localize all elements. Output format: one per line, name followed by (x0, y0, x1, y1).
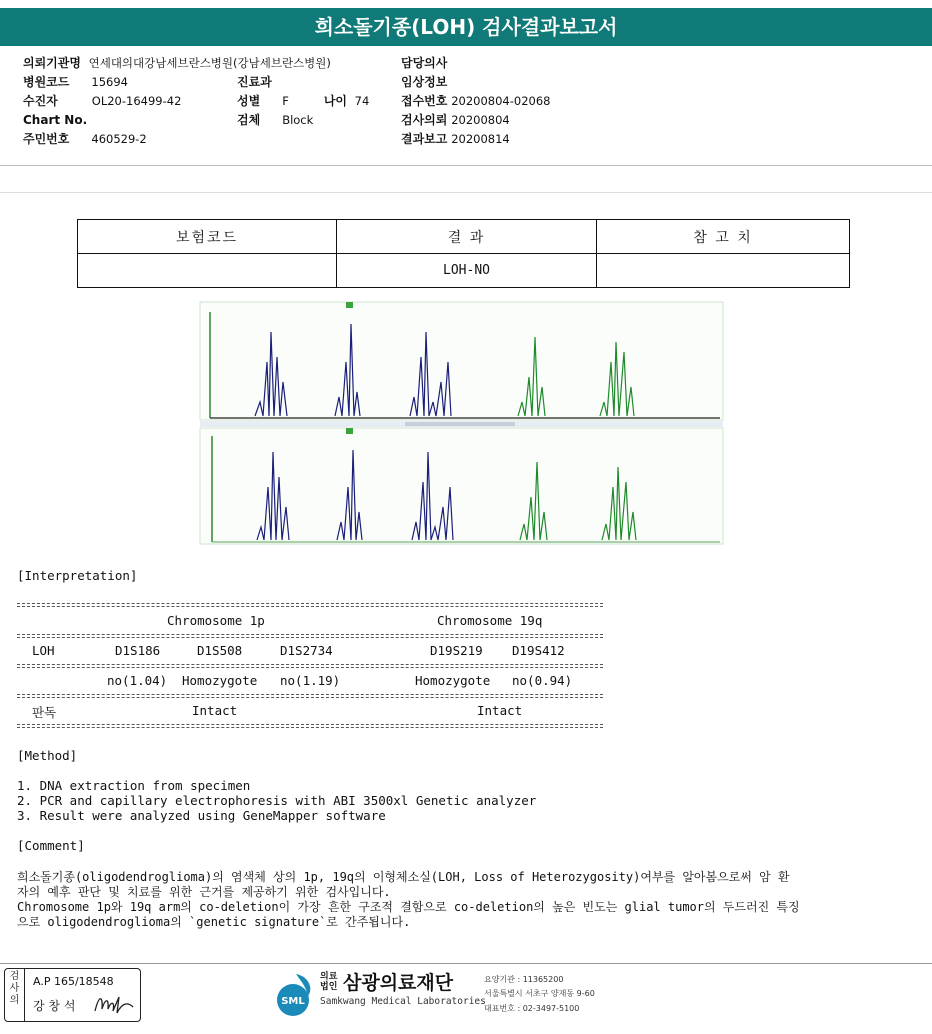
address: 서울특별시 서초구 양재동 9-60 (484, 989, 595, 998)
dashed-rule (17, 637, 603, 638)
dashed-rule (17, 606, 603, 607)
specimen-label: 검체 (237, 113, 261, 127)
divider (0, 192, 932, 193)
method-item: 3. Result were analyzed using GeneMapper software (17, 808, 386, 823)
electropherogram-image (200, 302, 725, 546)
requester-value: 연세대의대강남세브란스병원(강남세브란스병원) (88, 56, 331, 70)
report-value: 20200814 (451, 132, 510, 146)
marker-d19s219: D19S219 (430, 643, 483, 658)
info-column-right (401, 54, 550, 149)
examiner-name: 강 창 석 (33, 999, 76, 1013)
dashed-rule (17, 667, 603, 668)
value-d1s508: Homozygote (182, 673, 258, 688)
cell-result: LOH-NO (337, 254, 597, 288)
judgment-19q: Intact (477, 703, 523, 718)
org-name: 삼광의료재단 (343, 972, 454, 994)
age-value: 74 (354, 94, 370, 108)
divider (0, 165, 932, 166)
chromosome-19q-header: Chromosome 19q (437, 613, 543, 628)
value-d19s412: no(0.94) (512, 673, 573, 688)
examiner-stamp (4, 968, 141, 1022)
doctor-label: 담당의사 (401, 56, 448, 70)
sex-value: F (282, 94, 289, 108)
dashed-rule (17, 724, 603, 725)
dashed-rule (17, 634, 603, 635)
dashed-rule (17, 694, 603, 695)
footer-divider (0, 963, 932, 964)
method-heading: [Method] (17, 748, 78, 763)
electropherogram-top-panel (200, 302, 723, 420)
value-d19s219: Homozygote (415, 673, 491, 688)
patient-label: 수진자 (23, 94, 58, 108)
org-english-name: Samkwang Medical Laboratories (320, 996, 486, 1007)
institution-number: 요양기관 : 11365200 (484, 975, 564, 984)
report-label: 결과보고 (401, 132, 448, 146)
id-label: 주민번호 (23, 132, 70, 146)
header-insurance-code: 보험코드 (78, 220, 337, 254)
value-d1s186: no(1.04) (107, 673, 168, 688)
request-label: 검사의뢰 (401, 113, 448, 127)
cell-reference (597, 254, 850, 288)
id-value: 460529-2 (91, 132, 147, 146)
method-item: 1. DNA extraction from specimen (17, 778, 251, 793)
license-number: A.P 165/18548 (33, 975, 114, 988)
marker-d1s508: D1S508 (197, 643, 243, 658)
sex-label: 성별 (237, 94, 261, 108)
receipt-value: 20200804-02068 (451, 94, 551, 108)
info-column-middle (237, 73, 369, 130)
judgment-1p: Intact (192, 703, 238, 718)
phone: 대표번호 : 02-3497-5100 (484, 1004, 580, 1013)
dashed-rule (17, 727, 603, 728)
dashed-rule (17, 697, 603, 698)
method-item: 2. PCR and capillary electrophoresis with ABI 3500xl Genetic analyzer (17, 793, 537, 808)
logo-text: SML (281, 996, 305, 1007)
electropherogram-bottom-panel (200, 428, 723, 544)
result-table (77, 219, 850, 288)
header-reference: 참 고 치 (597, 220, 850, 254)
marker-d1s2734: D1S2734 (280, 643, 333, 658)
comment-line: 희소돌기종(oligodendroglioma)의 염색체 상의 1p, 19q의 이형체소실(LOH, Loss of Heterozygosity)여부를 알아봄으로써 암 환 (17, 870, 790, 884)
report-title: 희소돌기종(LOH) 검사결과보고서 (0, 8, 932, 46)
stamp-vertical-label: 검 사 의 (5, 969, 25, 1021)
signature-image (93, 991, 137, 1017)
loh-label: LOH (32, 643, 55, 658)
comment-heading: [Comment] (17, 838, 85, 853)
dept-label: 진료과 (237, 75, 272, 89)
hospital-code-label: 병원코드 (23, 75, 70, 89)
hospital-code-value: 15694 (91, 75, 128, 89)
patient-value: OL20-16499-42 (91, 94, 182, 108)
specimen-value: Block (282, 113, 314, 127)
cell-insurance-code (78, 254, 337, 288)
marker-d1s186: D1S186 (115, 643, 161, 658)
interpretation-heading: [Interpretation] (17, 568, 138, 583)
dashed-rule (17, 664, 603, 665)
value-d1s2734: no(1.19) (280, 673, 341, 688)
comment-line: Chromosome 1p와 19q arm의 co-deletion이 가장 흔한 구조적 결함으로 co-deletion의 높은 빈도는 glial tumor의 두드러진 특징 (17, 900, 800, 914)
org-prefix: 의료 법인 (320, 972, 338, 992)
chromosome-1p-header: Chromosome 1p (167, 613, 265, 628)
marker-d19s412: D19S412 (512, 643, 565, 658)
receipt-label: 접수번호 (401, 94, 448, 108)
age-label: 나이 (323, 94, 347, 108)
comment-line: 자의 예후 판단 및 치료를 위한 근거를 제공하기 위한 검사입니다. (17, 885, 391, 899)
request-value: 20200804 (451, 113, 510, 127)
judgment-label: 판독 (32, 705, 57, 720)
header-result: 결 과 (337, 220, 597, 254)
dashed-rule (17, 603, 603, 604)
sml-logo-icon (268, 970, 318, 1020)
comment-line: 으로 oligodendroglioma의 `genetic signature`로 간주됩니다. (17, 915, 411, 929)
clinical-label: 임상정보 (401, 75, 448, 89)
chart-label: Chart No. (23, 113, 88, 127)
requester-label: 의뢰기관명 (23, 56, 81, 70)
